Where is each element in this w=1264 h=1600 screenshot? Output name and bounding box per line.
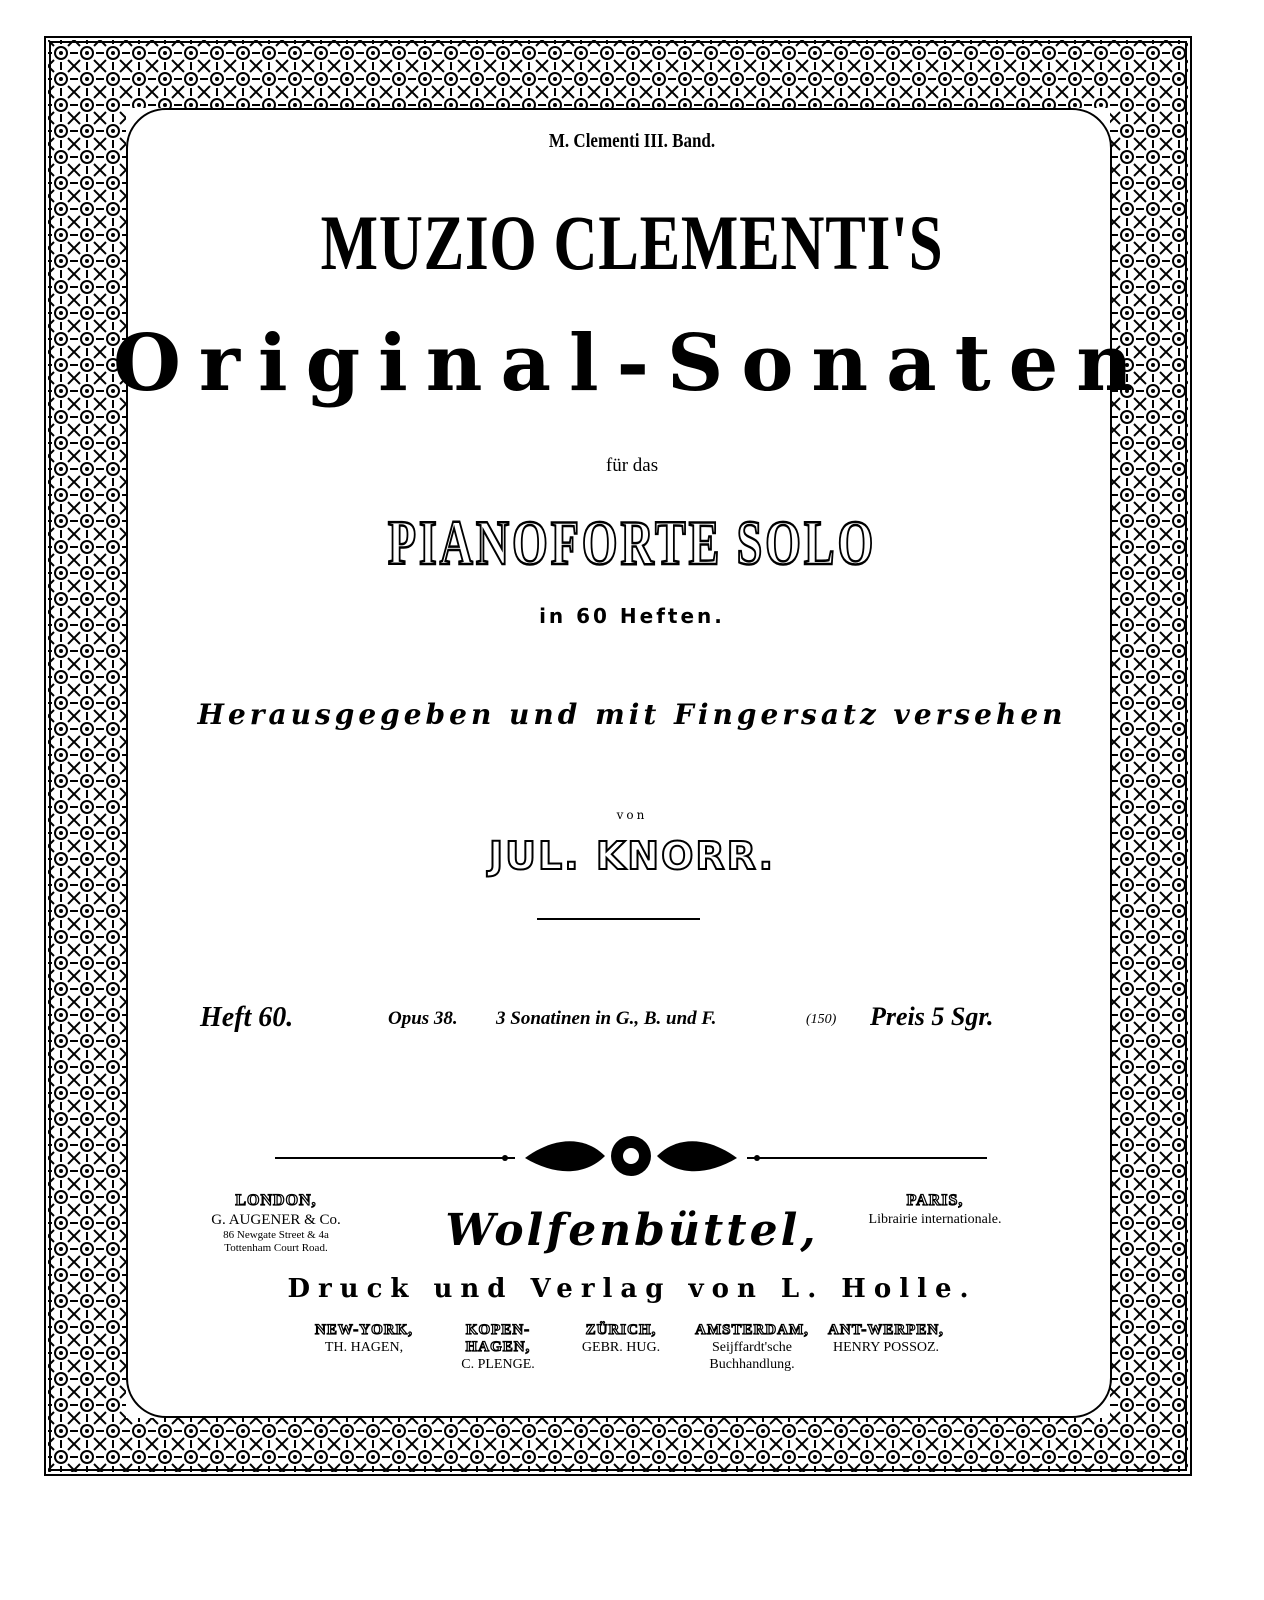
london-city: LONDON,	[235, 1192, 317, 1209]
paris-publisher: Librairie internationale.	[868, 1212, 1002, 1227]
publisher-city: Wolfenbüttel,	[445, 1205, 819, 1256]
composer-title: MUZIO CLEMENTI'S	[320, 199, 944, 286]
editor-name: JUL. KNORR.	[488, 834, 776, 878]
agent-zurich	[566, 1322, 676, 1356]
agent-name: TH. HAGEN,	[324, 1340, 404, 1355]
agent-amsterdam	[682, 1322, 822, 1373]
work-title: Original-Sonaten	[112, 318, 1152, 409]
agent-city: ANT-WERPEN,	[828, 1322, 944, 1338]
agent-city: NEW-YORK,	[314, 1322, 414, 1338]
instrument-title: PIANOFORTE SOLO	[387, 507, 877, 578]
opus-number: Opus 38.	[388, 1008, 458, 1029]
plate-number: (150)	[806, 1012, 837, 1027]
volume-label: M. Clementi III. Band.	[548, 130, 716, 152]
pieces-description: 3 Sonatinen in G., B. und F.	[496, 1008, 717, 1029]
printed-by: Druck und Verlag von L. Holle.	[287, 1274, 977, 1304]
london-address-2: Tottenham Court Road.	[224, 1242, 328, 1254]
agent-name: GEBR. HUG.	[581, 1340, 661, 1355]
london-publisher: G. AUGENER & Co.	[211, 1212, 341, 1228]
issue-row	[0, 1002, 1264, 1042]
divider-rule	[537, 918, 700, 920]
agents-row	[0, 1322, 1264, 1382]
agent-city: AMSTERDAM,	[695, 1322, 809, 1338]
heft-number: Heft 60.	[200, 1002, 294, 1033]
editor-statement: Herausgegeben und mit Fingersatz versehen	[197, 698, 1067, 731]
agent-name: C. PLENGE.	[461, 1357, 535, 1372]
von-label: von	[616, 808, 648, 822]
london-address-1: 86 Newgate Street & 4a	[223, 1229, 329, 1241]
agent-kopenhagen	[448, 1322, 548, 1373]
parts-label: in 60 Heften.	[539, 604, 725, 628]
ornamental-divider	[275, 1128, 987, 1184]
agent-new-york	[296, 1322, 432, 1356]
agent-city: KOPEN-HAGEN,	[465, 1322, 531, 1355]
price-label: Preis 5 Sgr.	[870, 1002, 994, 1031]
agent-antwerpen	[816, 1322, 956, 1356]
agent-name: Seijffardt'sche Buchhandlung.	[709, 1340, 795, 1372]
for-label: für das	[605, 455, 659, 476]
paris-city: PARIS,	[906, 1192, 964, 1209]
agent-city: ZÜRICH,	[585, 1322, 657, 1338]
agent-name: HENRY POSSOZ.	[832, 1340, 940, 1355]
